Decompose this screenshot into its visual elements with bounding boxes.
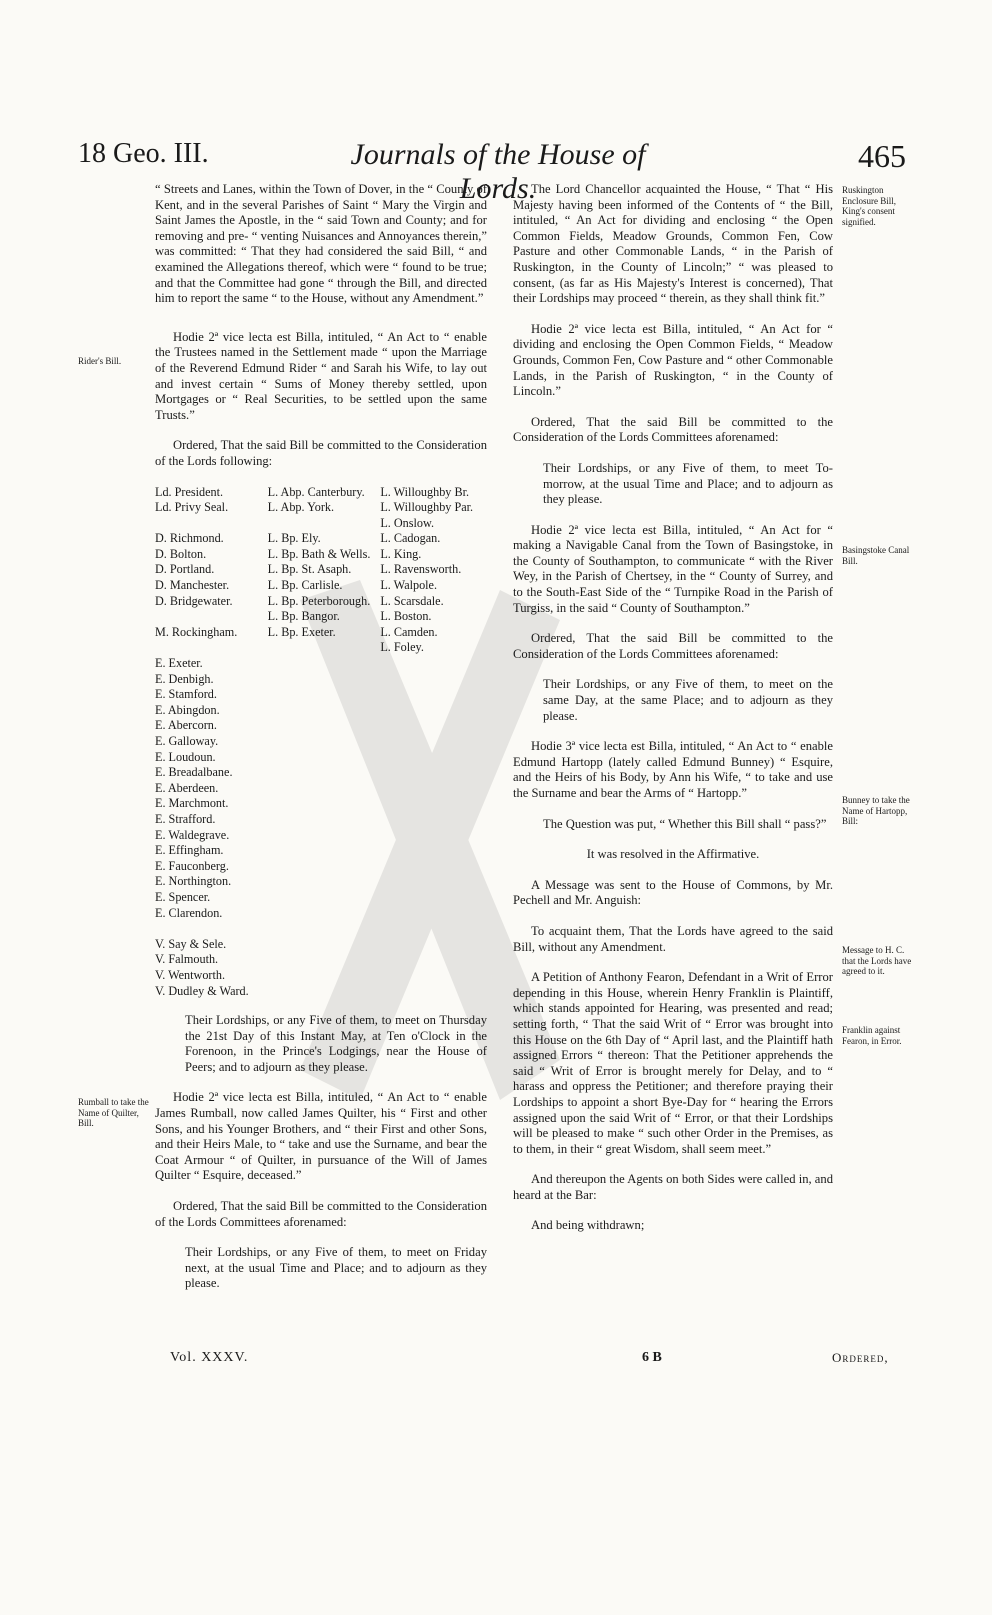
lord-entry: E. Breadalbane.	[155, 765, 233, 780]
lord-entry: D. Manchester.	[155, 578, 230, 593]
paragraph-ruskington-bill: Hodie 2ª vice lecta est Billa, intituled, “ An Act for “ dividing and enclosing the Open Common Fields, “ Meadow Grounds, Common Fen, Cow Pasture and “ other Commonable Lands, in the Parish of Ruskington, “ in the County of Lincoln.”	[513, 321, 833, 399]
lord-entry: L. Bp. Bangor.	[267, 609, 340, 624]
lord-entry: L. Scarsdale.	[380, 593, 444, 608]
paragraph-meeting-same-day: Their Lordships, or any Five of them, to meet on the same Day, at the same Place; and to adjourn as they please.	[543, 677, 833, 723]
lord-entry: E. Marchmont.	[155, 796, 229, 811]
lord-entry: E. Waldegrave.	[155, 827, 230, 842]
lord-entry: M. Rockingham.	[155, 624, 238, 639]
page-number: 465	[858, 138, 906, 174]
lord-entry: L. Boston.	[380, 609, 432, 624]
lord-entry: E. Aberdeen.	[155, 780, 219, 795]
lord-entry: L. Walpole.	[380, 578, 438, 593]
paragraph-rider-bill: Hodie 2ª vice lecta est Billa, intituled, “ An Act to “ enable the Trustees named in the Settlement made “ upon the Marriage of the Reverend Edmund Rider “ and Sarah his Wife, to lay out and invest certain “ Sums of Money thereby settled, upon Mortgages or “ Real Securities, to be settled upon the same Trusts.”	[155, 329, 487, 422]
lord-entry	[155, 516, 262, 532]
paragraph-ordered-lords: Ordered, That the said Bill be committed to the Consideration of the Lords following:	[155, 438, 487, 468]
paragraph-resolved: It was resolved in the Affirmative.	[586, 847, 760, 862]
lord-entry: V. Dudley & Ward.	[155, 983, 249, 998]
paragraph-meeting-tomorrow: Their Lordships, or any Five of them, to meet To-morrow, at the usual Time and Place; and to adjourn as they please.	[543, 460, 833, 507]
lord-entry: L. Ravensworth.	[380, 562, 462, 577]
lord-entry: D. Bolton.	[155, 546, 207, 561]
lord-entry	[155, 921, 262, 937]
lord-entry: E. Northington.	[155, 874, 232, 889]
lord-entry: E. Loudoun.	[155, 749, 216, 764]
paragraph-dover-report: “ Streets and Lanes, within the Town of Dover, in the “ County of Kent, and in the several Parishes of Saint “ Mary the Virgin and Saint James the Apostle, in the “ said Town and County; and for removing and pre- “ venting Nuisances and Annoyances therein,” was committed: “ That they had considered the said Bill, “ and examined the Allegations thereof, which were “ found to be true; and that the Committee had gone “ through the Bill, and directed him to report the same “ to the House, without any Amendment.”	[155, 182, 487, 306]
lord-entry: L. Camden.	[380, 624, 438, 639]
lord-entry: E. Clarendon.	[155, 905, 223, 920]
paragraph-question: The Question was put, “ Whether this Bill shall “ pass?”	[543, 816, 827, 831]
lord-entry	[268, 516, 375, 532]
paragraph-ordered-ruskington: Ordered, That the said Bill be committed to the Consideration of the Lords Committees aforenamed:	[513, 414, 833, 445]
lord-entry: D. Richmond.	[155, 531, 224, 546]
lord-entry: L. Bp. Bath & Wells.	[267, 546, 371, 561]
lord-entry: E. Galloway.	[155, 734, 219, 748]
lord-entry: E. Exeter.	[155, 656, 203, 671]
lord-entry	[155, 640, 262, 656]
lord-entry: Ld. President.	[155, 484, 224, 499]
page-header	[0, 138, 992, 205]
lord-entry: L. Bp. Peterborough.	[267, 593, 371, 608]
footer-volume: Vol. XXXV.	[170, 1350, 249, 1365]
paragraph-ordered-basingstoke: Ordered, That the said Bill be committed to the Consideration of the Lords Committees aforenamed:	[513, 631, 833, 661]
lord-entry: L. Bp. Exeter.	[267, 624, 336, 639]
paragraph-meeting-friday: Their Lordships, or any Five of them, to meet on Friday next, at the usual Time and Place; and to adjourn as they please.	[185, 1245, 487, 1291]
lord-entry	[155, 609, 262, 625]
paragraph-acquaint: To acquaint them, That the Lords have agreed to the said Bill, without any Amendment.	[513, 923, 833, 954]
lord-entry: L. Willoughby Br.	[380, 484, 470, 499]
footer-signature: 6 B	[642, 1350, 662, 1365]
lord-entry: L. Bp. Carlisle.	[267, 578, 343, 593]
paragraph-basingstoke-bill: Hodie 2ª vice lecta est Billa, intituled, “ An Act for “ making a Navigable Canal from the Town of Basingstoke, in the County of Southampton, to communicate “ with the River Wey, in the Parish of Chertsey, in the “ County of Surrey, and to the South-East Side of the “ Turnpike Road in the Parish of Turgiss, in the said “ County of Southampton.”	[513, 522, 833, 615]
left-column	[155, 182, 487, 1307]
paragraph-rumball-bill: Hodie 2ª vice lecta est Billa, intituled, “ An Act to “ enable James Rumball, now called James Quilter, his “ First and other Sons, and his Younger Brothers, and “ their First and other Sons, and their Heirs Male, to “ take and use the Surname, and bear the Coat Armour “ of Quilter, in pursuance of the Will of James Quilter “ Esquire, deceased.”	[155, 1090, 487, 1183]
paragraph-lord-chancellor: The Lord Chancellor acquainted the House, “ That “ His Majesty having been informed of the Contents of “ the Bill, intituled, “ An Act for dividing and enclosing “ the Open Common Fields, Meadow Grounds, Common Fen, Cow Pasture and other Commonable Lands, “ in the Parish of Ruskington, in the County of Lincoln;” “ was pleased to consent, (as far as His Majesty's Interest is concerned), That their Lordships may proceed “ therein, as they shall think fit.”	[513, 182, 833, 306]
lords-committee-list	[155, 485, 487, 1000]
lord-entry: L. Abp. Canterbury.	[267, 484, 365, 499]
side-note-rumball: Rumball to take the Name of Quilter, Bill.	[78, 1097, 149, 1128]
side-note-basingstoke: Basingstoke Canal Bill.	[842, 545, 910, 566]
lord-entry: L. Onslow.	[380, 515, 435, 530]
lord-entry: L. Bp. Ely.	[267, 531, 321, 546]
lord-entry: L. Willoughby Par.	[380, 500, 474, 515]
lords-column-3	[380, 485, 487, 1000]
paragraph-hartopp-bill: Hodie 3ª vice lecta est Billa, intituled, “ An Act to “ enable Edmund Hartopp (lately called Edmund Bunney) “ Esquire, and the Heirs of his Body, by Ann his Wife, “ to take and use the Surname and bear the Arms of “ Hartopp.”	[513, 739, 833, 800]
lord-entry: V. Wentworth.	[155, 967, 225, 982]
paragraph-agents-heard: And thereupon the Agents on both Sides were called in, and heard at the Bar:	[513, 1172, 833, 1202]
lord-entry: E. Strafford.	[155, 811, 216, 826]
paragraph-petition-fearon: A Petition of Anthony Fearon, Defendant in a Writ of Error depending in this House, wherein Henry Franklin is Plaintiff, which stands appointed for Hearing, was presented and read; setting forth, “ That the said Writ of “ Error was brought into this House on the 6th Day of “ April last, and the Plaintiff hath assigned Errors “ thereon: That the Petitioner apprehends the said “ Writ of Error is brought merely for Delay, and to “ harass and oppress the Petitioner; and therefore praying their Lordships to appoint a short Bye-Day for “ hearing the Errors assigned upon the said Writ of “ Error, or that their Lordships will be pleased to make “ such other Order in the Premises, as to them, in their “ great Wisdom, shall seem meet.”	[513, 970, 833, 1156]
lords-column-1	[155, 485, 262, 1000]
lord-entry: L. King.	[380, 546, 422, 561]
lord-entry: L. Cadogan.	[380, 531, 441, 546]
paragraph-ordered-committee: Ordered, That the said Bill be committed to the Consideration of the Lords Committees aforenamed:	[155, 1199, 487, 1229]
right-column	[513, 182, 833, 1249]
lord-entry: E. Denbigh.	[155, 671, 214, 686]
lord-entry: E. Effingham.	[155, 843, 224, 858]
lord-entry: E. Fauconberg.	[155, 858, 229, 873]
paragraph-message: A Message was sent to the House of Commons, by Mr. Pechell and Mr. Anguish:	[513, 877, 833, 908]
lord-entry: E. Spencer.	[155, 889, 211, 904]
lord-entry: L. Bp. St. Asaph.	[267, 562, 352, 577]
side-note-rider: Rider's Bill.	[78, 356, 122, 366]
lord-entry: L. Foley.	[380, 640, 424, 655]
lord-entry: E. Abercorn.	[155, 718, 217, 733]
header-session: 18 Geo. III.	[78, 138, 209, 169]
lord-entry: V. Say & Sele.	[155, 936, 227, 951]
paragraph-meeting-thursday: Their Lordships, or any Five of them, to meet on Thursday the 21st Day of this Instant May, at Ten o'Clock in the Forenoon, in the Prince's Lodgings, near the House of Peers; and to adjourn as they please.	[185, 1013, 487, 1074]
lord-entry: V. Falmouth.	[155, 952, 219, 967]
side-note-bunney: Bunney to take the Name of Hartopp, Bill:	[842, 795, 910, 826]
lords-column-2	[268, 485, 375, 1000]
lord-entry: D. Portland.	[155, 562, 215, 577]
lord-entry: E. Stamford.	[155, 687, 217, 702]
paragraph-withdrawn: And being withdrawn;	[531, 1218, 645, 1233]
lord-entry: D. Bridgewater.	[155, 593, 233, 608]
side-note-franklin: Franklin against Fearon, in Error.	[842, 1025, 902, 1046]
side-note-ruskington: Ruskington Enclosure Bill, King's consent signified.	[842, 185, 896, 227]
footer-catchword: Ordered,	[832, 1350, 889, 1365]
lord-entry: Ld. Privy Seal.	[155, 500, 229, 515]
lord-entry: E. Abingdon.	[155, 702, 220, 717]
header-title: Journals of the House of Lords.	[350, 138, 646, 205]
lord-entry: L. Abp. York.	[267, 500, 335, 515]
side-note-message: Message to H. C. that the Lords have agreed to it.	[842, 945, 912, 976]
